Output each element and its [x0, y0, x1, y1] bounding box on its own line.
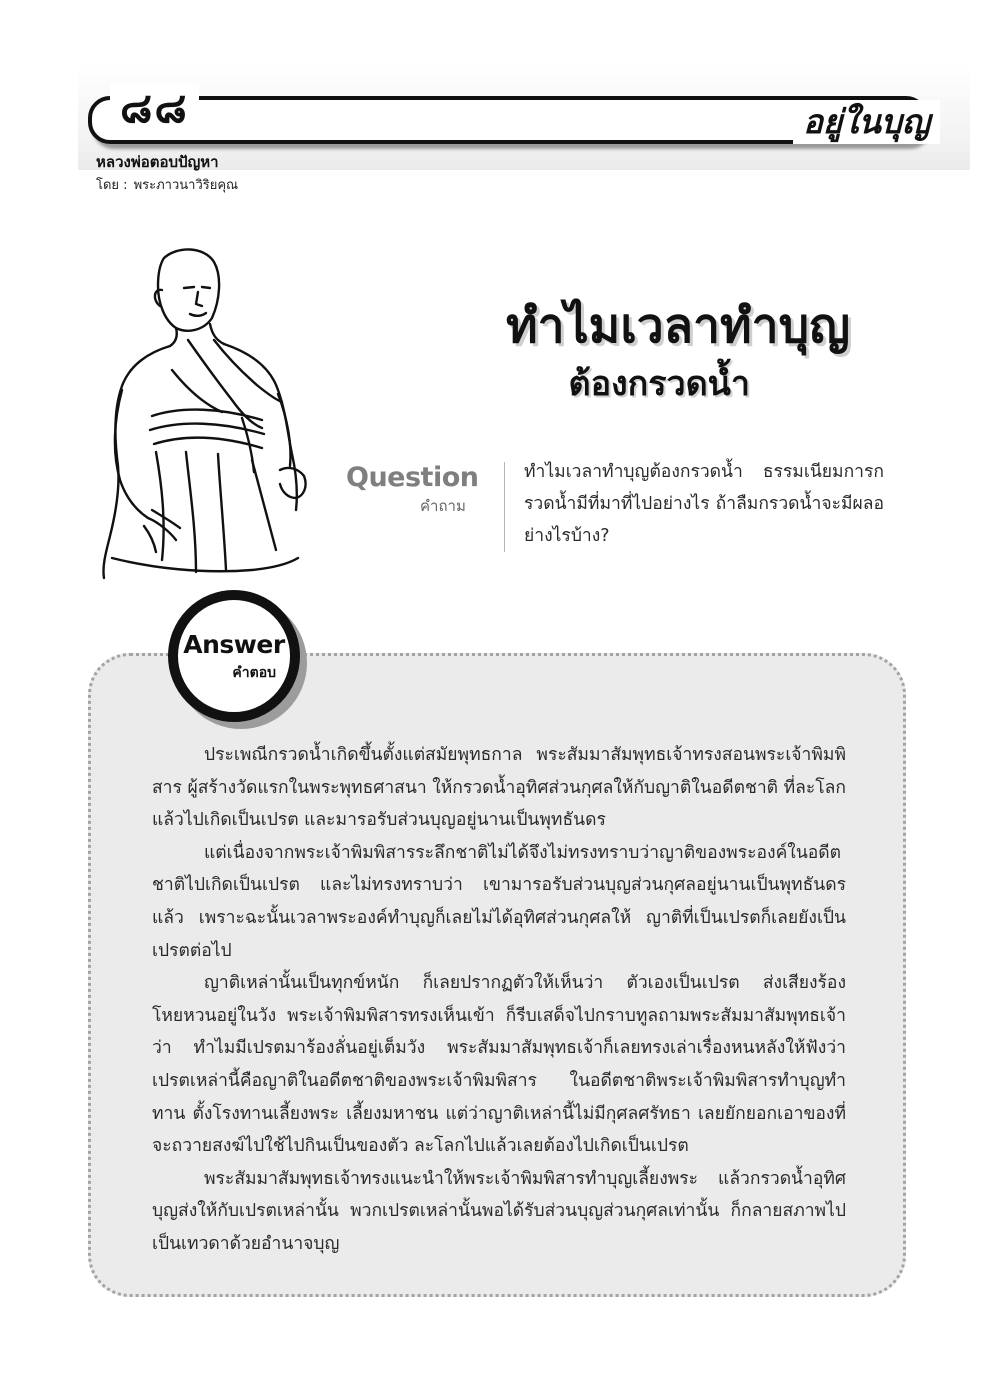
question-text: ทำไมเวลาทำบุญต้องกรวดน้ำ ธรรมเนียมการกรวดน้ำมีที่มาที่ไปอย่างไร ถ้าลืมกรวดน้ำจะมีผลอย่างไรบ้าง?: [524, 462, 884, 546]
answer-badge: [168, 590, 300, 722]
answer-label-thai: คำตอบ: [232, 665, 276, 681]
monk-illustration: [92, 240, 322, 585]
byline: [96, 174, 238, 195]
monk-right-arm: [278, 394, 291, 466]
answer-body: [152, 739, 846, 1261]
monk-right-hand: [280, 468, 306, 498]
answer-paragraph: ประเพณีกรวดน้ำเกิดขึ้นตั้งแต่สมัยพุทธกาล พระสัมมาสัมพุทธเจ้าทรงสอนพระเจ้าพิมพิสาร ผู้สร้างวัดแรกในพระพุทธศาสนา ให้กรวดน้ำอุทิศส่วนกุศลให้กับญาติในอดีตชาติ ที่ละโลกแล้วไปเกิดเป็นเปรต และมารอรับส่วนบุญอยู่นานเป็นพุทธันดร: [152, 745, 846, 831]
monk-robe-left: [103, 346, 170, 578]
monk-waist-band: [150, 410, 264, 448]
article-title: ทำไมเวลาทำบุญ: [505, 298, 850, 354]
monk-left-arm: [115, 390, 148, 518]
section-logo: อยู่ในบุญ: [793, 100, 940, 144]
article-subtitle: ต้องกรวดน้ำ: [568, 364, 750, 404]
monk-sash-fold: [214, 340, 282, 402]
column-name: หลวงพ่อตอบปัญหา: [96, 153, 219, 171]
byline-prefix: โดย :: [96, 178, 128, 193]
question-divider: [504, 462, 505, 552]
monk-eyes: [184, 287, 210, 288]
answer-paragraph: ญาติเหล่านั้นเป็นทุกข์หนัก ก็เลยปรากฏตัวให้เห็นว่า ตัวเองเป็นเปรต ส่งเสียงร้องโหยหวนอยู่ในวัง พระเจ้าพิมพิสารทรงเห็นเข้า ก็รีบเสด็จไปกราบทูลถามพระสัมมาสัมพุทธเจ้าว่า ทำไมมีเปรตมาร้องลั่นอยู่เต็มวัง พระสัมมาสัมพุทธเจ้าก็เลยทรงเล่าเรื่องหนหลังให้ฟังว่า เปรตเหล่านี้คือญาติในอดีตชาติของพระเจ้าพิมพิสาร ในอดีตชาติพระเจ้าพิมพิสารทำบุญทำทาน ตั้งโรงทานเลี้ยงพระ เลี้ยงมหาชน แต่ว่าญาติเหล่านี้ไม่มีกุศลศรัทธา เลยยักยอกเอาของที่จะถวายสงฆ์ไปใช้ไปกินเป็นของตัว ละโลกไปแล้วเลยต้องไปเกิดเป็นเปรต: [152, 973, 846, 1157]
monk-mouth: [190, 313, 206, 316]
question-label-thai: คำถาม: [420, 497, 466, 515]
monk-head: [158, 249, 219, 330]
monk-nose: [196, 292, 202, 306]
author-name: พระภาวนาวิริยคุณ: [133, 178, 239, 193]
answer-paragraph: พระสัมมาสัมพุทธเจ้าทรงแนะนำให้พระเจ้าพิมพิสารทำบุญเลี้ยงพระ แล้วกรวดน้ำอุทิศบุญส่งให้กับเปรตเหล่านั้น พวกเปรตเหล่านั้นพอได้รับส่วนบุญส่วนกุศลเท่านั้น ก็กลายสภาพไปเป็นเทวดาด้วยอำนาจบุญ: [152, 1168, 846, 1254]
answer-paragraph: แต่เนื่องจากพระเจ้าพิมพิสารระลึกชาติไม่ได้จึงไม่ทรงทราบว่าญาติของพระองค์ในอดีตชาติไปเกิดเป็นเปรต และไม่ทรงทราบว่า เขามารอรับส่วนบุญส่วนกุศลอยู่นานเป็นพุทธันดรแล้ว เพราะฉะนั้นเวลาพระองค์ทำบุญก็เลยไม่ได้อุทิศส่วนกุศลให้ ญาติที่เป็นเปรตก็เลยยังเป็นเปรตต่อไป: [152, 842, 846, 961]
question-label: Question: [346, 462, 479, 493]
page-number: ๘๘: [110, 84, 199, 132]
monk-robe-folds: [156, 452, 276, 572]
answer-label: Answer: [183, 630, 285, 659]
